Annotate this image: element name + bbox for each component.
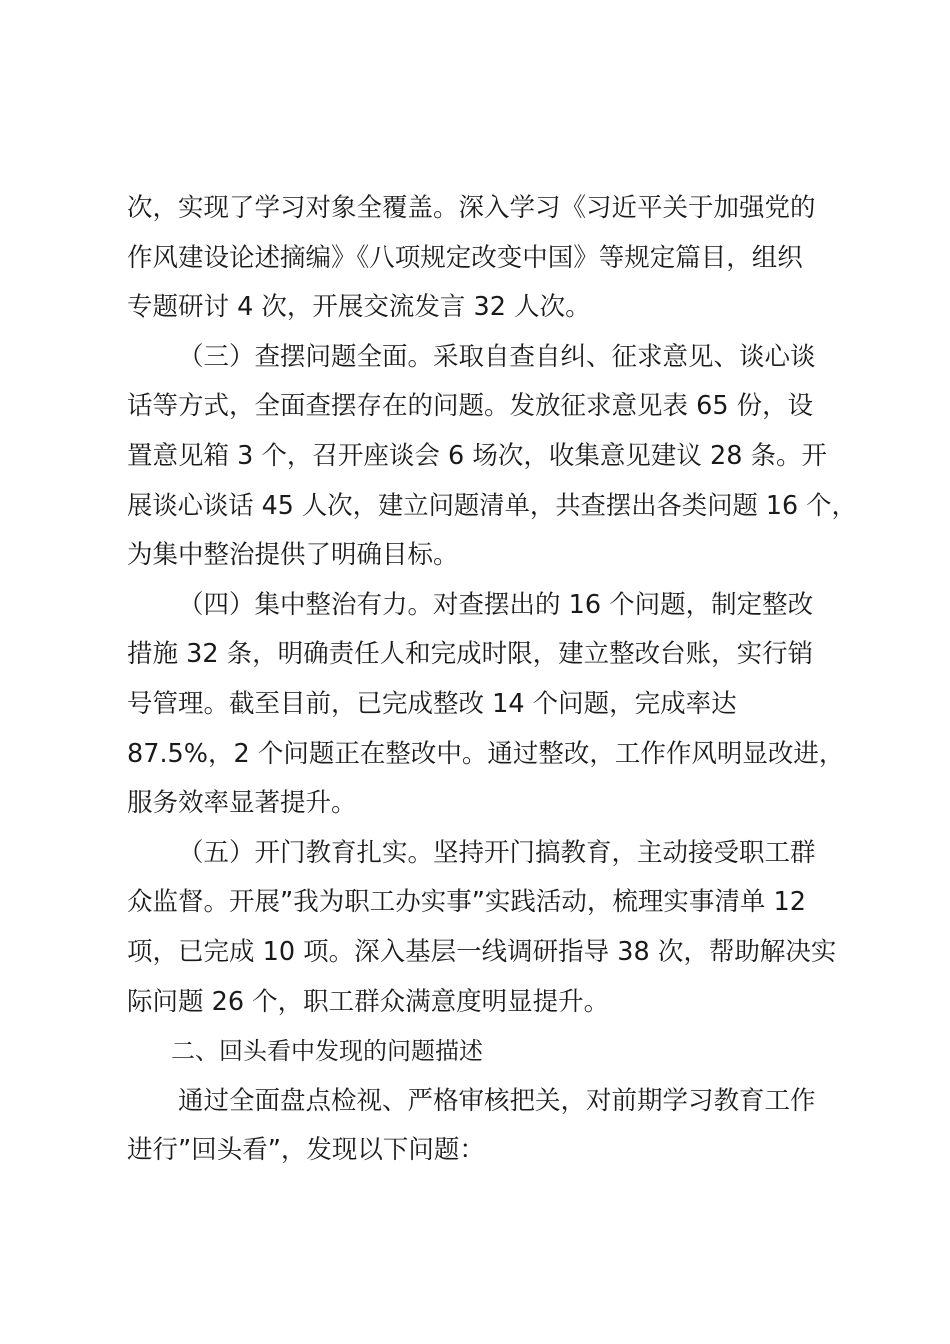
section-heading: 二、回头看中发现的问题描述 — [171, 1037, 483, 1066]
paragraph-start-line: 通过全面盘点检视、严格审核把关，对前期学习教育工作 — [178, 1085, 816, 1116]
text-line: 际问题 26 个，职工群众满意度明显提升。 — [127, 986, 610, 1017]
paragraph-start-line: （三）查摆问题全面。采取自查自纠、征求意见、谈心谈 — [178, 341, 816, 372]
text-line: 进行”回头看”，发现以下问题： — [127, 1135, 485, 1166]
text-line: 次，实现了学习对象全覆盖。深入学习《习近平关于加强党的 — [127, 193, 816, 223]
text-line: 众监督。开展”我为职工办实事”实践活动，梳理实事清单 12 — [127, 887, 806, 918]
text-line: 作风建设论述摘编》《八项规定改变中国》等规定篇目，组织 — [127, 242, 803, 273]
document-body — [127, 184, 857, 1176]
text-line: 为集中整治提供了明确目标。 — [127, 540, 459, 571]
text-line: 专题研讨 4 次，开展交流发言 32 人次。 — [127, 292, 591, 323]
text-line: 87.5%，2 个问题正在整改中。通过整改，工作作风明显改进， — [127, 738, 845, 769]
text-line: 置意见箱 3 个，召开座谈会 6 场次，收集意见建议 28 条。开 — [127, 440, 828, 471]
paragraph-start-line: （五）开门教育扎实。坚持开门搞教育，主动接受职工群 — [178, 837, 816, 868]
text-line: 措施 32 条，明确责任人和完成时限，建立整改台账，实行销 — [127, 639, 814, 670]
paragraph-start-line: （四）集中整治有力。对查摆出的 16 个问题，制定整改 — [178, 589, 814, 620]
text-line: 项，已完成 10 项。深入基层一线调研指导 38 次，帮助解决实 — [127, 936, 837, 967]
text-line: 服务效率显著提升。 — [127, 788, 357, 819]
text-line: 展谈心谈话 45 人次，建立问题清单，共查摆出各类问题 16 个， — [127, 490, 857, 521]
text-line: 号管理。截至目前，已完成整改 14 个问题，完成率达 — [127, 688, 737, 719]
text-line: 话等方式，全面查摆存在的问题。发放征求意见表 65 份，设 — [127, 391, 814, 422]
